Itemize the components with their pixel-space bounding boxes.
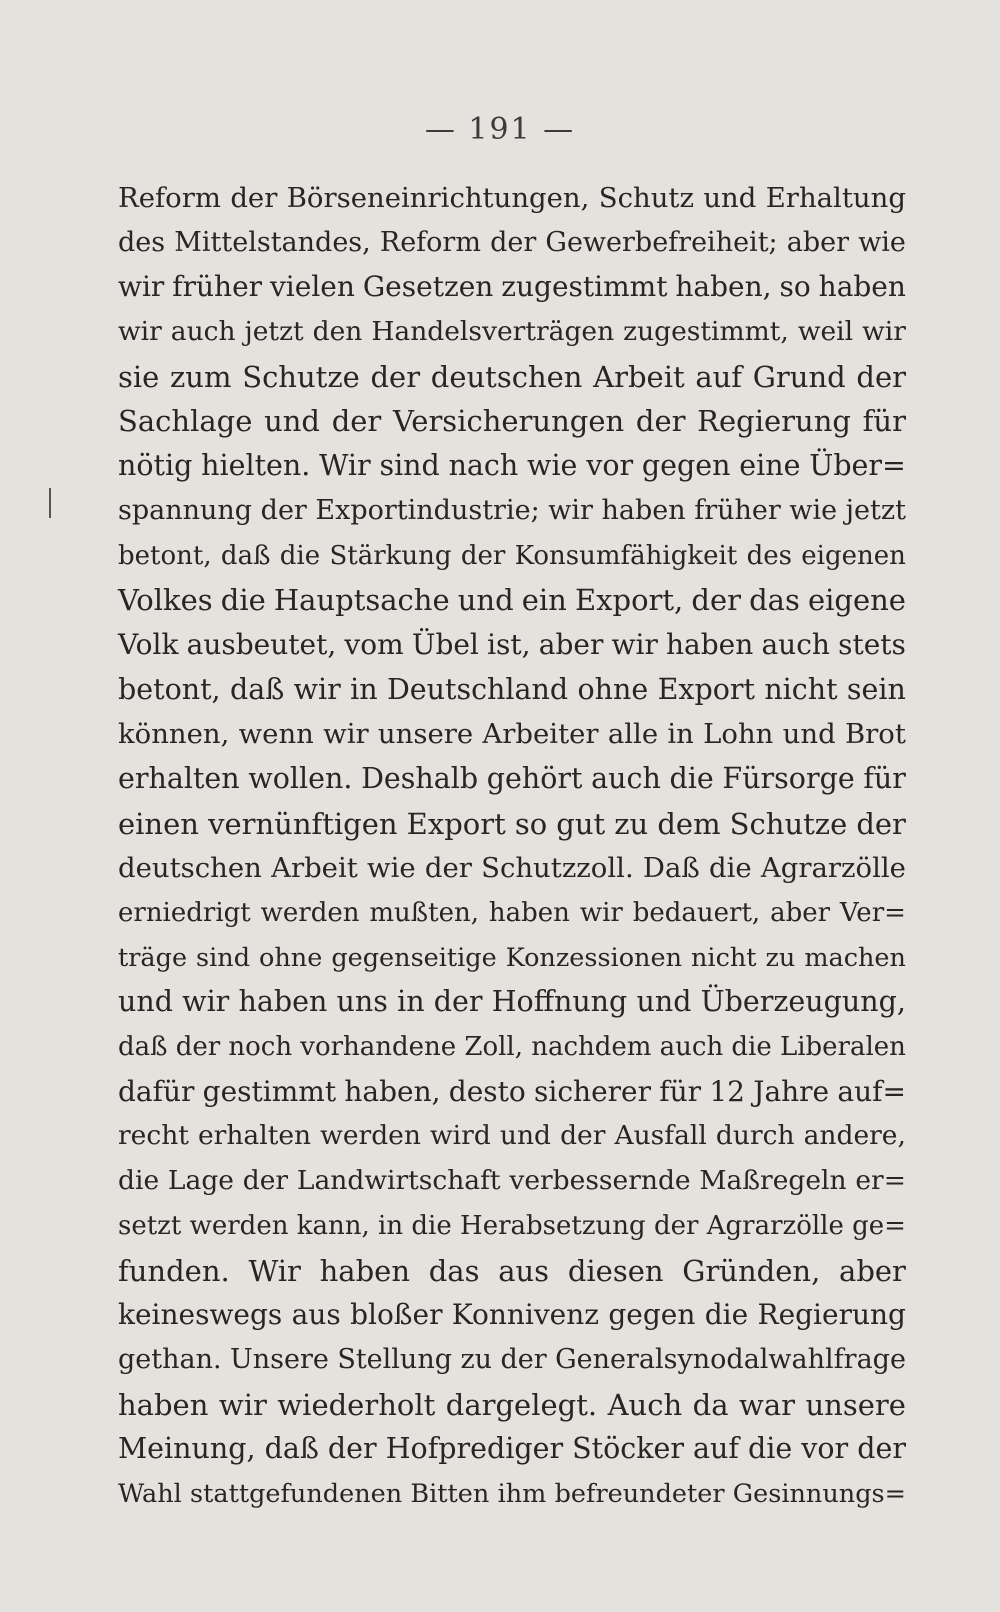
text-line: setzt werden kann, in die Herabsetzung der Agrarzölle ge= xyxy=(118,1210,906,1241)
text-line: wir auch jetzt den Handelsverträgen zugestimmt, weil wir xyxy=(118,316,906,348)
text-line: spannung der Exportindustrie; wir haben früher wie jetzt xyxy=(118,494,906,526)
text-line: keineswegs aus bloßer Konnivenz gegen die Regierung xyxy=(118,1298,906,1332)
text-line: nötig hielten. Wir sind nach wie vor gegen eine Über= xyxy=(118,449,906,483)
text-line: erhalten wollen. Deshalb gehört auch die Fürsorge für xyxy=(118,761,906,795)
body-text xyxy=(118,176,906,1517)
text-line: träge sind ohne gegenseitige Konzessionen nicht zu machen xyxy=(118,942,906,973)
text-line: einen vernünftigen Export so gut zu dem Schutze der xyxy=(118,806,906,841)
text-line: dafür gestimmt haben, desto sicherer für 12 Jahre auf= xyxy=(118,1074,906,1108)
page-number: — 191 — xyxy=(424,112,576,147)
text-line: funden. Wir haben das aus diesen Gründen, aber xyxy=(118,1253,906,1288)
text-line: deutschen Arbeit wie der Schutzzoll. Daß die Agrarzölle xyxy=(118,852,906,885)
text-line: Volk ausbeutet, vom Übel ist, aber wir haben auch stets xyxy=(118,627,906,661)
text-line: betont, daß wir in Deutschland ohne Export nicht sein xyxy=(118,672,906,706)
text-line: Meinung, daß der Hofprediger Stöcker auf die vor der xyxy=(118,1432,906,1466)
text-line: Wahl stattgefundenen Bitten ihm befreundeter Gesinnungs= xyxy=(118,1478,906,1509)
text-line: daß der noch vorhandene Zoll, nachdem auch die Liberalen xyxy=(118,1032,906,1063)
margin-mark xyxy=(49,488,51,518)
text-line: betont, daß die Stärkung der Konsumfähigkeit des eigenen xyxy=(118,540,906,571)
text-line: erniedrigt werden mußten, haben wir bedauert, aber Ver= xyxy=(118,898,906,928)
text-line: Sachlage und der Versicherungen der Regierung für xyxy=(118,404,906,439)
text-line: sie zum Schutze der deutschen Arbeit auf Grund der xyxy=(118,359,906,394)
text-line: und wir haben uns in der Hoffnung und Überzeugung, xyxy=(118,985,906,1019)
text-line: können, wenn wir unsere Arbeiter alle in Lohn und Brot xyxy=(118,718,906,751)
text-line: Volkes die Hauptsache und ein Export, der das eigene xyxy=(118,583,906,618)
text-line: gethan. Unsere Stellung zu der Generalsynodalwahlfrage xyxy=(118,1343,906,1375)
text-line: recht erhalten werden wird und der Ausfall durch andere, xyxy=(118,1120,906,1152)
text-line: haben wir wiederholt dargelegt. Auch da war unsere xyxy=(118,1387,906,1422)
text-line: Reform der Börseneinrichtungen, Schutz und Erhaltung xyxy=(118,182,906,214)
text-line: wir früher vielen Gesetzen zugestimmt haben, so haben xyxy=(118,270,906,304)
text-line: die Lage der Landwirtschaft verbessernde Maßregeln er= xyxy=(118,1165,906,1197)
text-line: des Mittelstandes, Reform der Gewerbefreiheit; aber wie xyxy=(118,226,906,258)
